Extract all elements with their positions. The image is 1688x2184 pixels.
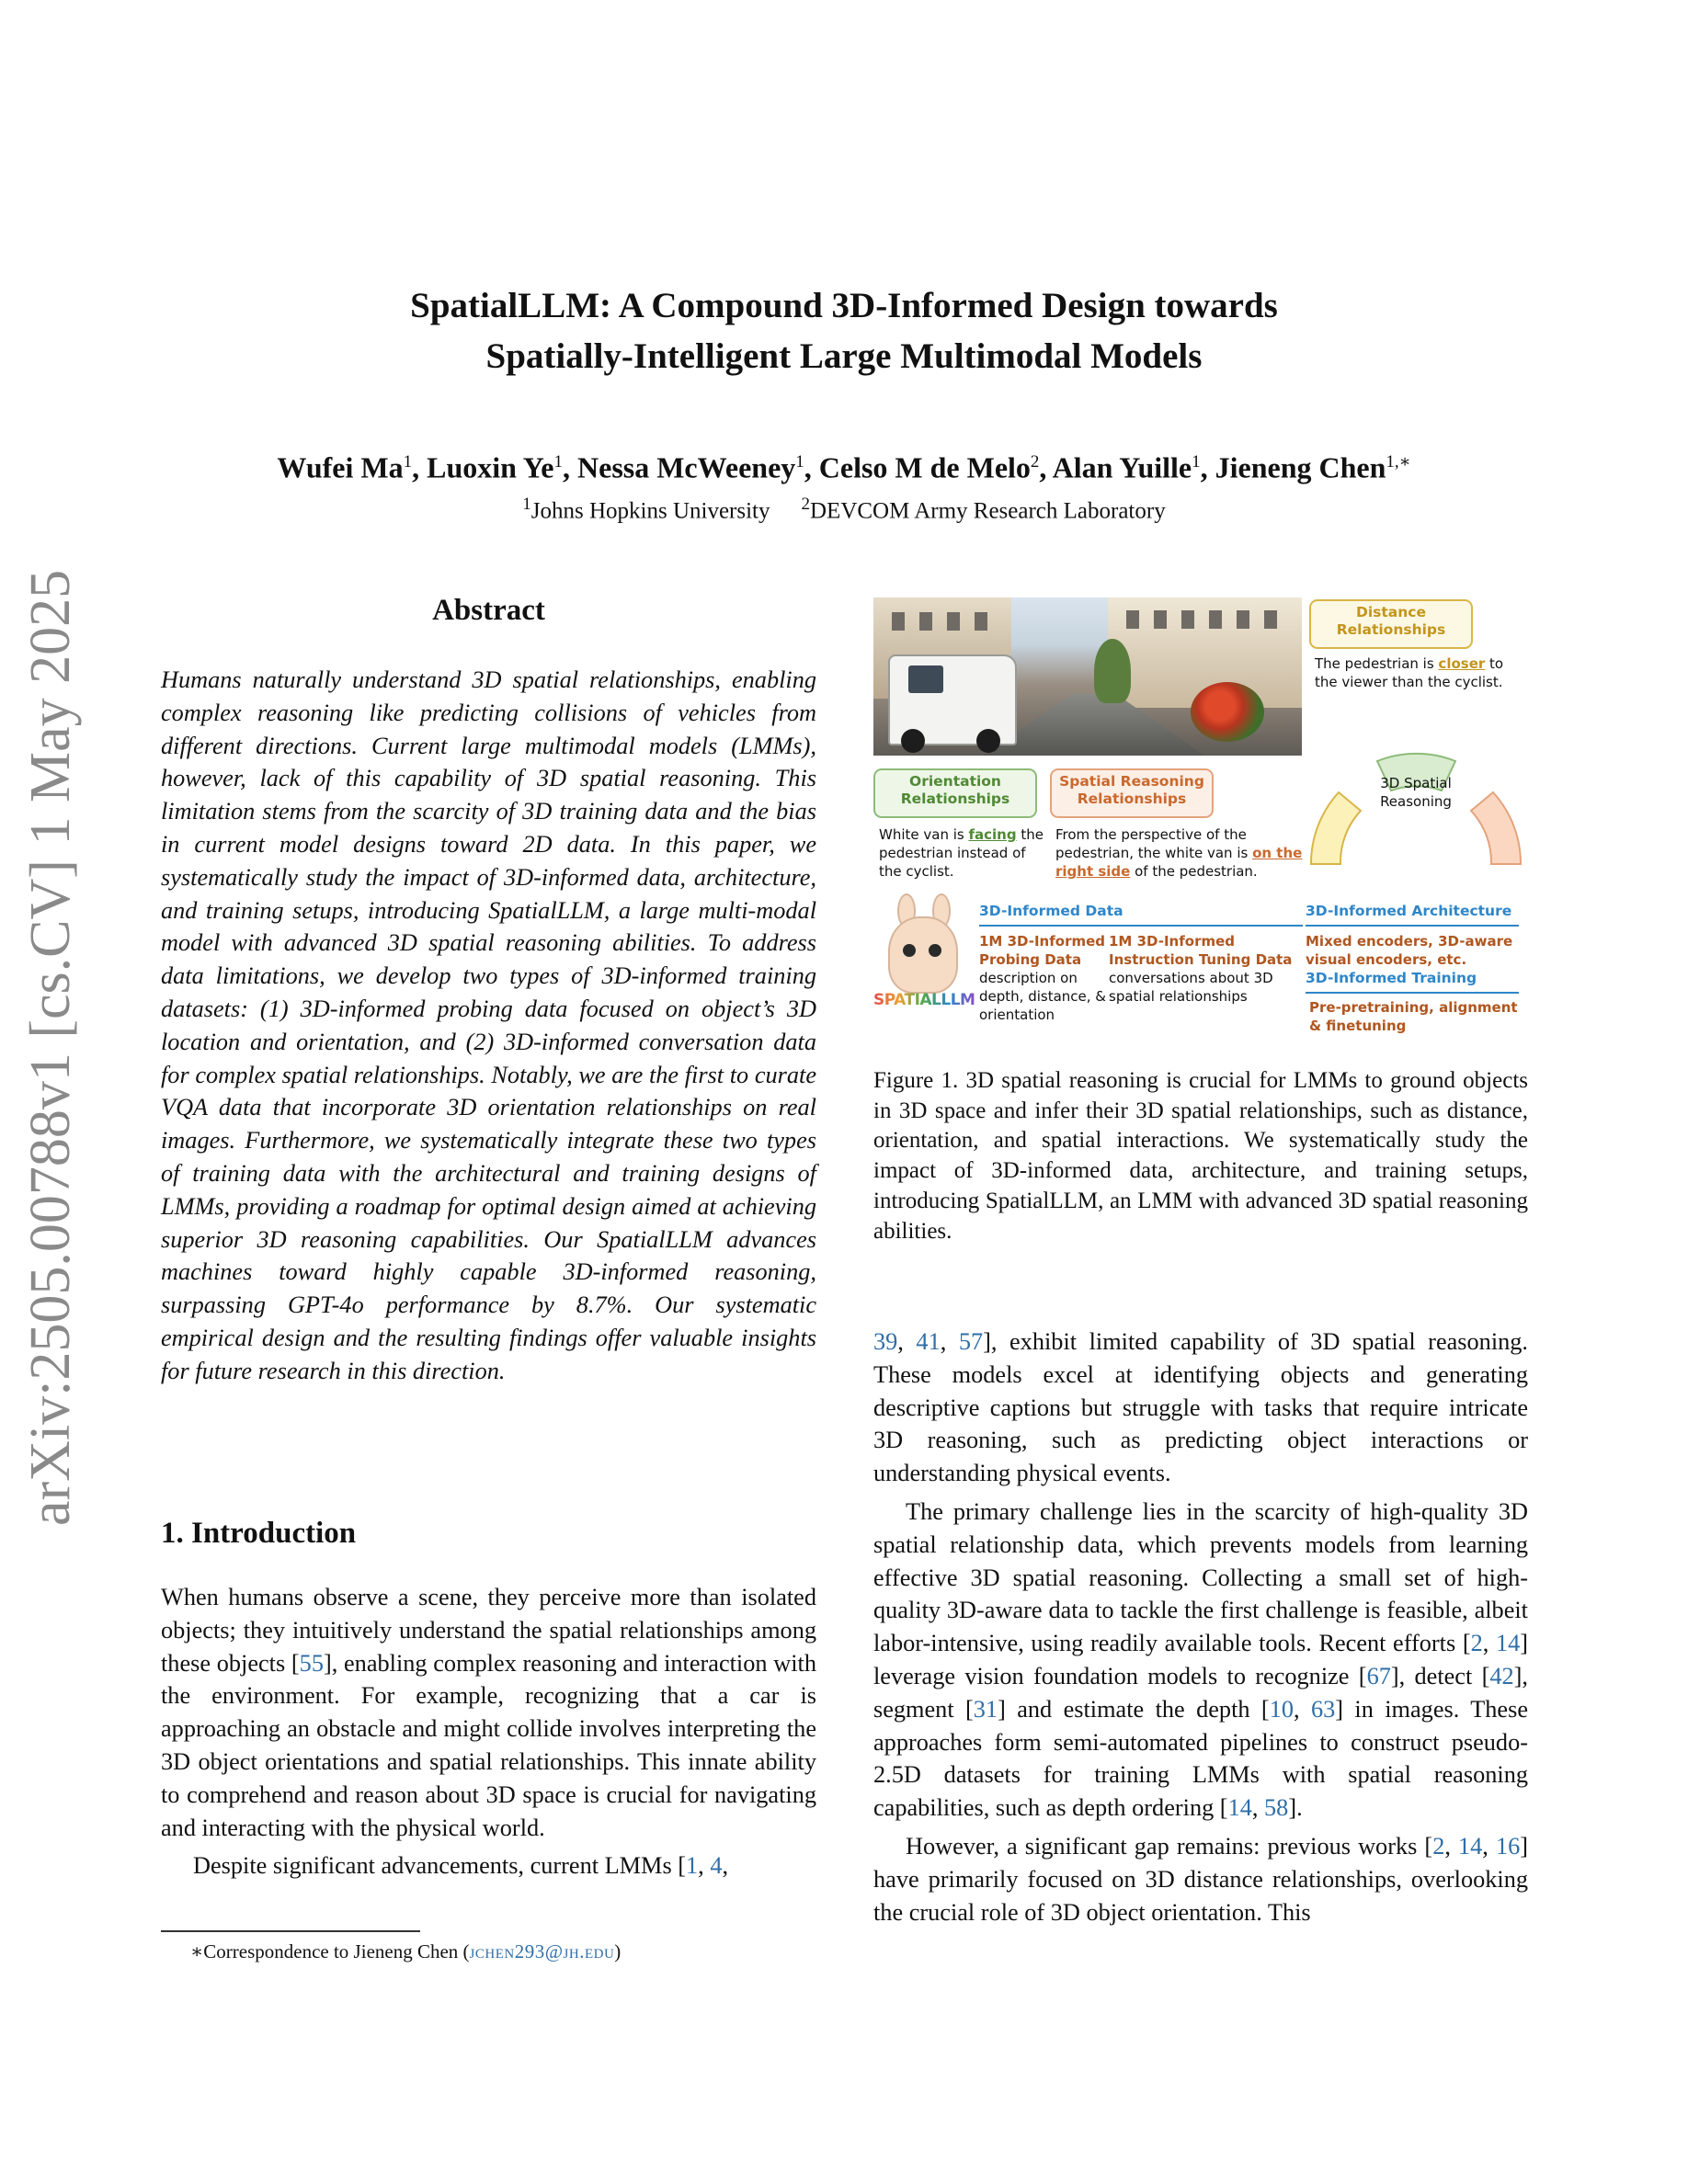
affiliation: DEVCOM Army Research Laboratory (810, 498, 1166, 524)
footnote (190, 1938, 621, 1965)
tuning-data-title: 1M 3D-Informed Instruction Tuning Data (1109, 933, 1293, 968)
training-desc: Pre-pretraining, alignment & finetuning (1309, 999, 1518, 1034)
architecture-desc: Mixed encoders, 3D-aware visual encoders, etc. (1306, 933, 1513, 968)
introduction-body (161, 1581, 816, 1883)
desc-text: the pedestrian instead of the cyclist. (879, 826, 1044, 880)
title-line-2: Spatially-Intelligent Large Multimodal Models (485, 336, 1203, 376)
affil-sup: 2 (801, 495, 810, 514)
abstract-body: Humans naturally understand 3D spatial relationships, enabling complex reasoning like predicting collisions of vehicles from different directions. Current large multimodal models (LMMs), however, lack of this capability of 3D spatial reasoning. This limitation stems from the scarcity of 3D training data and the bias in current model designs toward 2D data. In this paper, we systematically study the impact of 3D-informed data, architecture, and training setups, introducing SpatialLLM, a large multi-modal model with advanced 3D spatial reasoning abilities. To address data limitations, we develop two types of 3D-informed training datasets: (1) 3D-informed probing data focused on object’s 3D location and orientation, and (2) 3D-informed conversation data for complex spatial relationships. Notably, we are the first to curate VQA data that incorporate 3D orientation relationships on real images. Furthermore, we systematically integrate these two types of training data with the architectural and training designs of LMMs, providing a roadmap for optimal design aimed at achieving superior 3D reasoning capabilities. Our SpatialLLM advances machines toward highly capable 3D-informed reasoning, surpassing GPT-4o performance by 8.7%. Our systematic empirical design and the resulting findings offer valuable insights for future research in this direction. (161, 666, 816, 1384)
author-affil-sup: 1 (553, 452, 563, 472)
window (892, 612, 905, 631)
citation-link[interactable]: 57 (958, 1328, 984, 1355)
author: Jieneng Chen (1215, 450, 1386, 484)
section-heading-introduction: 1. Introduction (161, 1517, 357, 1550)
citation-link[interactable]: 2 (1470, 1630, 1483, 1657)
citation-link[interactable]: 4 (710, 1852, 723, 1880)
llama-eye (903, 944, 916, 957)
distance-description (1315, 654, 1517, 691)
citation-link[interactable]: 16 (1495, 1832, 1521, 1860)
citation-link[interactable]: 42 (1489, 1662, 1514, 1689)
citation-link[interactable]: 2 (1432, 1832, 1445, 1860)
citation-link[interactable]: 1 (686, 1852, 699, 1880)
footnote-close: ) (614, 1940, 622, 1962)
author: Celso M de Melo (818, 450, 1031, 484)
desc-emphasis: closer (1438, 655, 1486, 672)
citation-link[interactable]: 31 (973, 1695, 998, 1723)
affil-sup: 1 (522, 495, 531, 514)
window (1126, 610, 1139, 629)
probing-data-desc: description on depth, distance, & orientation (979, 970, 1106, 1023)
flower-planter (1191, 682, 1264, 742)
data-rule (979, 925, 1303, 927)
paragraph: The primary challenge lies in the scarcity of high-quality 3D spatial relationship data, which prevents models from learning effective 3D spatial reasoning. Collecting a small set of high-quality 3D-aware data to tackle the first challenge is feasible, albeit labor-intensive, using readily available tools. Recent efforts [2, 14] leverage vision foundation models to recognize [67], detect [42], segment [31] and estimate the depth [10, 63] in images. These approaches form semi-automated pipelines to construct pseudo-2.5D datasets for training LMMs with spatial reasoning capabilities, such as depth ordering [14, 58]. (873, 1497, 1529, 1822)
window (1237, 610, 1249, 629)
distance-relationships-label: Distance Relationships (1309, 599, 1473, 649)
author-affil-sup: 2 (1030, 452, 1040, 472)
affiliations (0, 489, 1688, 527)
desc-text: The pedestrian is (1315, 655, 1439, 672)
orientation-relationships-label: Orientation Relationships (873, 768, 1037, 818)
citation-link[interactable]: 63 (1310, 1695, 1336, 1723)
footnote-rule (161, 1930, 420, 1932)
desc-emphasis: on the right side (1055, 845, 1303, 880)
paragraph: When humans observe a scene, they perceive more than isolated objects; they intuitively understand the spatial relationships among these objects [55], enabling complex reasoning and interaction with the environment. For example, recognizing that a car is approaching an obstacle and might collide involves interpreting the 3D object orientations and spatial relationships. This innate ability to comprehend and reason about 3D space is crucial for navigating and interacting with the physical world. (161, 1584, 816, 1841)
citation-link[interactable]: 41 (916, 1328, 941, 1355)
citation-link[interactable]: 39 (873, 1328, 898, 1355)
window (1264, 610, 1277, 629)
title-line-1: SpatialLLM: A Compound 3D-Informed Design towards (410, 286, 1278, 325)
architecture-rule (1306, 925, 1519, 927)
llama-mascot-icon (888, 916, 958, 994)
author-affil-sup: 1 (403, 452, 413, 472)
abstract-heading: Abstract (432, 594, 545, 627)
window (975, 612, 987, 631)
llama-eye (929, 944, 941, 957)
footnote-text: ∗Correspondence to Jieneng Chen ( (190, 1940, 470, 1962)
affiliation: Johns Hopkins University (530, 498, 770, 524)
window (947, 612, 960, 631)
architecture-heading: 3D-Informed Architecture (1306, 903, 1512, 919)
window (1209, 610, 1222, 629)
tuning-data-desc: conversations about 3D spatial relationships (1109, 970, 1273, 1005)
author: Wufei Ma (277, 450, 404, 484)
author-affil-sup: 1,∗ (1386, 452, 1411, 472)
desc-emphasis: facing (968, 826, 1017, 843)
training-rule (1306, 992, 1519, 994)
figure-1-caption: Figure 1. 3D spatial reasoning is crucial for LMMs to ground objects in 3D space and infer their 3D spatial relationships, such as distance, orientation, and spatial interactions. We systematically study the impact of 3D-informed data, architecture, and training setups, introducing SpatialLLM, an LMM with advanced 3D spatial reasoning abilities. (873, 1068, 1528, 1244)
author-list: Wufei Ma$^1$, Luoxin Ye$^1$, Nessa McWeeney$^1$, Celso M de Melo$^2$, Alan Yuille$^1$, Jieneng Chen$^{1,∗}$ (277, 450, 1411, 484)
author: Nessa McWeeney (577, 450, 796, 484)
window (1181, 610, 1194, 629)
window (1154, 610, 1167, 629)
probing-data-title: 1M 3D-Informed Probing Data (979, 933, 1106, 968)
desc-text: to the viewer than the cyclist. (1315, 655, 1504, 690)
paper-title (0, 280, 1688, 381)
email-link[interactable]: jchen293@jh.edu (469, 1940, 615, 1962)
desc-text: White van is (879, 826, 969, 843)
van-window (908, 665, 943, 693)
tree (1094, 639, 1131, 703)
arxiv-identifier: arXiv:2505.00788v1 [cs.CV] 1 May 2025 (19, 569, 82, 1526)
citation-link[interactable]: 14 (1495, 1630, 1521, 1657)
right-column-body (873, 1325, 1528, 1928)
author-affil-sup: 1 (795, 452, 804, 472)
spatialllm-logo: SPATIALLLM (873, 991, 975, 1009)
paragraph: However, a significant gap remains: previous works [2, 14, 16] have primarily focused on 3D distance relationships, overlooking the crucial role of 3D object orientation. This (873, 1832, 1529, 1926)
data-heading: 3D-Informed Data (979, 903, 1123, 919)
window (919, 612, 932, 631)
center-label: 3D Spatial Reasoning (1380, 775, 1452, 810)
citation-link[interactable]: 55 (299, 1649, 324, 1677)
van-wheel (901, 729, 925, 753)
desc-text: From the perspective of the pedestrian, the white van is (1055, 826, 1253, 861)
author: Alan Yuille (1052, 450, 1192, 484)
author-affil-sup: 1 (1192, 452, 1201, 472)
citation-link[interactable]: 14 (1458, 1832, 1483, 1860)
spatial-description (1055, 825, 1304, 881)
citation-link[interactable]: 67 (1366, 1662, 1391, 1689)
paragraph: 39, 41, 57], exhibit limited capability of 3D spatial reasoning. These models excel at identifying objects and generating descriptive captions but struggle with tasks that require intricate 3D reasoning, such as predicting object interactions or understanding physical events. (873, 1328, 1528, 1487)
figure-1 (873, 597, 1528, 1039)
spatial-reasoning-relationships-label: Spatial Reasoning Relationships (1050, 768, 1214, 818)
citation-link[interactable]: 14 (1227, 1794, 1252, 1822)
van-wheel (976, 729, 1000, 753)
training-heading: 3D-Informed Training (1306, 970, 1477, 986)
citation-link[interactable]: 10 (1269, 1695, 1294, 1723)
orientation-description (879, 825, 1044, 881)
author: Luoxin Ye (427, 450, 554, 484)
paragraph: Despite significant advancements, current LMMs [1, 4, (193, 1852, 729, 1880)
citation-link[interactable]: 58 (1264, 1794, 1289, 1822)
street-scene-photo (873, 597, 1302, 756)
desc-text: of the pedestrian. (1130, 863, 1258, 880)
